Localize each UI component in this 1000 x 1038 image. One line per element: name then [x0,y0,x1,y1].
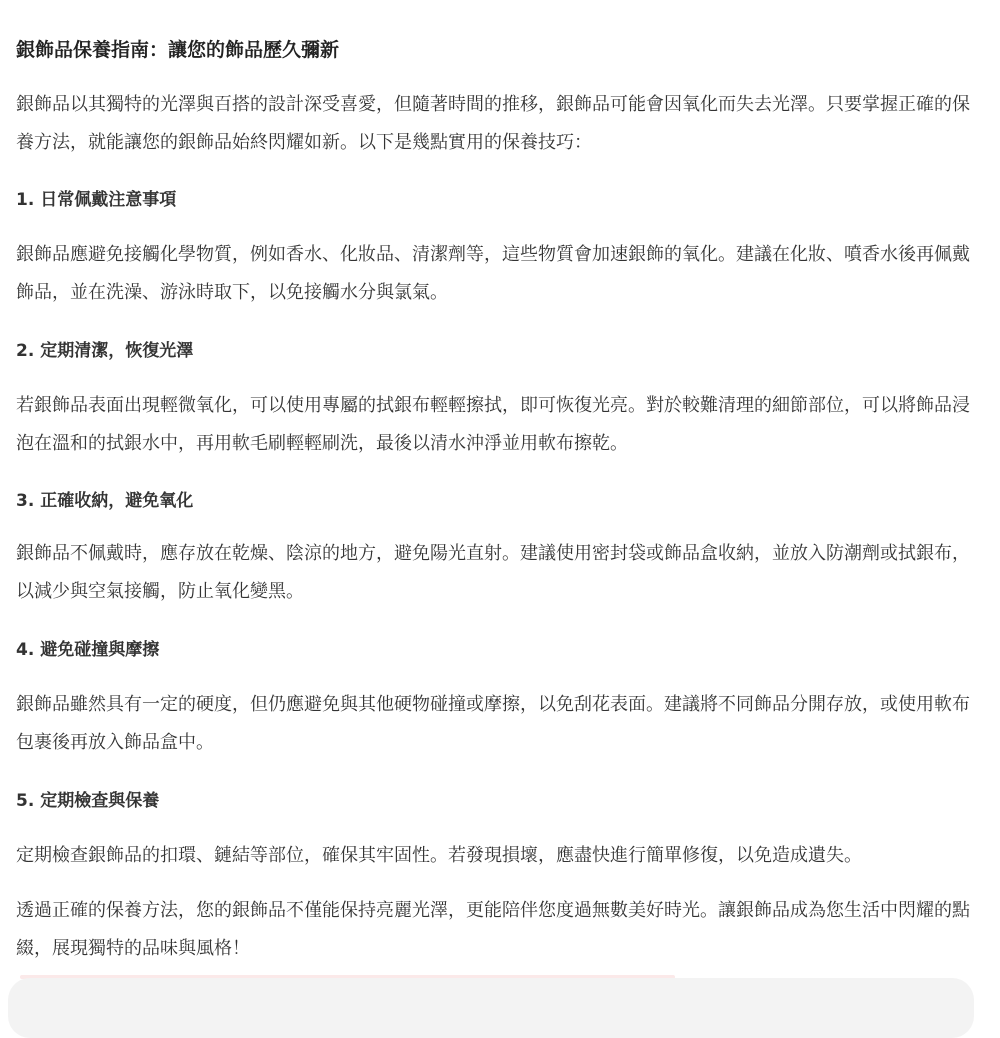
section-heading-daily-wear: 1. 日常佩戴注意事項 [16,190,177,210]
outro-paragraph: 透過正確的保養方法，您的銀飾品不僅能保持亮麗光澤，更能陪伴您度過無數美好時光。讓銀飾品成為您生活中閃耀的點綴，展現獨特的品味與風格！ [16,900,970,959]
section-body-avoid-collision: 銀飾品雖然具有一定的硬度，但仍應避免與其他硬物碰撞或摩擦，以免刮花表面。建議將不同飾品分開存放，或使用軟布包裹後再放入飾品盒中。 [16,694,970,753]
article-title: 銀飾品保養指南：讓您的飾品歷久彌新 [16,39,340,61]
section-heading-cleaning: 2. 定期清潔，恢復光澤 [16,341,194,361]
bottom-card [8,978,974,1038]
section-heading-storage: 3. 正確收納，避免氧化 [16,491,194,511]
intro-paragraph: 銀飾品以其獨特的光澤與百搭的設計深受喜愛，但隨著時間的推移，銀飾品可能會因氧化而失去光澤。只要掌握正確的保養方法，就能讓您的銀飾品始終閃耀如新。以下是幾點實用的保養技巧： [16,94,970,153]
section-body-storage: 銀飾品不佩戴時，應存放在乾燥、陰涼的地方，避免陽光直射。建議使用密封袋或飾品盒收納，並放入防潮劑或拭銀布，以減少與空氣接觸，防止氧化變黑。 [16,543,970,602]
section-heading-inspection: 5. 定期檢查與保養 [16,791,160,811]
section-body-inspection: 定期檢查銀飾品的扣環、鏈結等部位，確保其牢固性。若發現損壞，應盡快進行簡單修復，以免造成遺失。 [16,845,862,866]
section-body-daily-wear: 銀飾品應避免接觸化學物質，例如香水、化妝品、清潔劑等，這些物質會加速銀飾的氧化。建議在化妝、噴香水後再佩戴飾品，並在洗澡、游泳時取下，以免接觸水分與氯氣。 [16,244,970,303]
section-heading-avoid-collision: 4. 避免碰撞與摩擦 [16,640,160,660]
section-body-cleaning: 若銀飾品表面出現輕微氧化，可以使用專屬的拭銀布輕輕擦拭，即可恢復光亮。對於較難清理的細節部位，可以將飾品浸泡在溫和的拭銀水中，再用軟毛刷輕輕刷洗，最後以清水沖淨並用軟布擦乾。 [16,395,970,454]
